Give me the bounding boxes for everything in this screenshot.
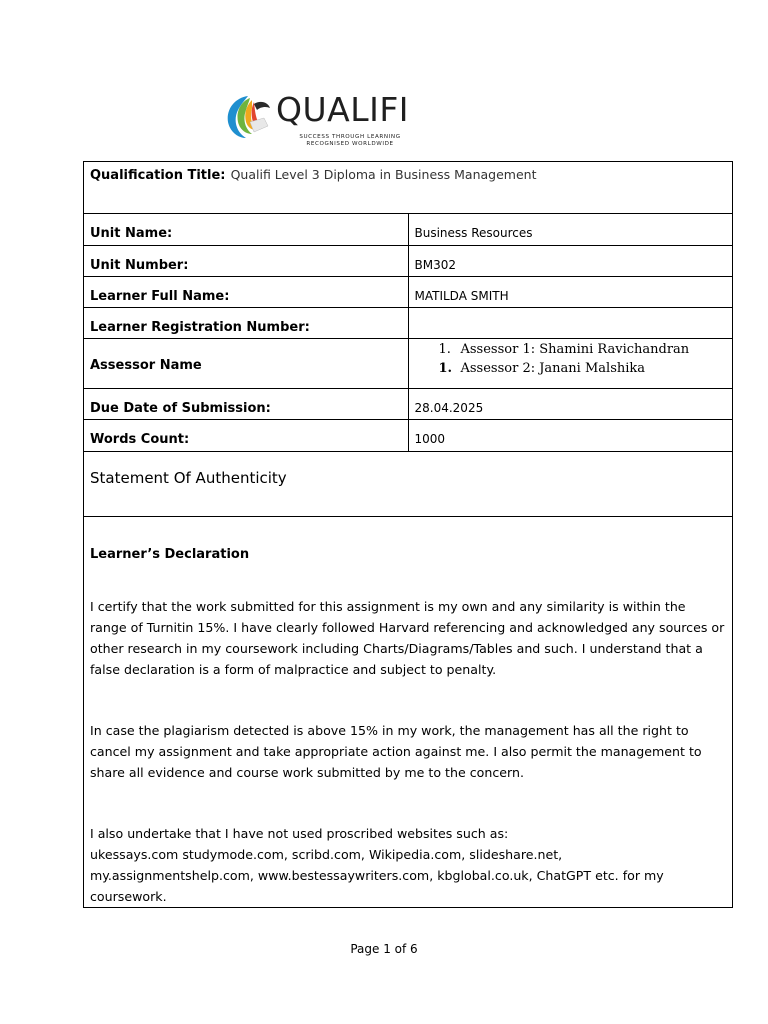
- due-date-label: Due Date of Submission:: [90, 401, 271, 416]
- due-date-value: 28.04.2025: [414, 401, 484, 415]
- declaration-paragraph-2: In case the plagiarism detected is above 15% in my work, the management has all the right to cancel my assignment and take appropriate action against me. I also permit the management to share all evidence and course work submitted by me to the concern.: [90, 723, 702, 780]
- assessor-label: Assessor Name: [90, 358, 202, 373]
- qualification-value: Qualifi Level 3 Diploma in Business Management: [230, 167, 537, 182]
- unit-name-row: [84, 214, 733, 246]
- registration-row: [84, 308, 733, 339]
- learner-name-label: Learner Full Name:: [90, 289, 230, 304]
- qualifi-logo: [224, 90, 434, 152]
- logo-wordmark: QUALIFI: [276, 90, 410, 129]
- learner-name-value: MATILDA SMITH: [414, 289, 509, 303]
- declaration-paragraph-3-line-2: ukessays.com studymode.com, scribd.com, Wikipedia.com, slideshare.net, my.assignmentshelp.com, www.bestessaywriters.com, kbglobal.co.uk, ChatGPT etc. for my coursework.: [90, 847, 664, 904]
- words-count-value: 1000: [414, 432, 446, 446]
- logo-tagline: [284, 134, 416, 148]
- qualifi-emblem-icon: [224, 92, 272, 142]
- assessor-item: 1. Assessor 2: Janani Malshika: [438, 361, 646, 376]
- declaration-row: [84, 517, 733, 908]
- unit-number-label: Unit Number:: [90, 258, 189, 273]
- assessor-item: 1. Assessor 1: Shamini Ravichandran: [438, 342, 690, 357]
- assessor-row: [84, 339, 733, 389]
- authenticity-row: [84, 452, 733, 517]
- qualification-row: [84, 162, 733, 214]
- words-count-label: Words Count:: [90, 432, 190, 447]
- unit-name-label: Unit Name:: [90, 226, 173, 241]
- declaration-heading: Learner’s Declaration: [90, 547, 250, 562]
- due-date-row: [84, 389, 733, 420]
- page-number: Page 1 of 6: [350, 942, 418, 956]
- declaration-paragraph-3: [90, 823, 726, 907]
- logo-tagline-line-1: SUCCESS THROUGH LEARNING: [299, 134, 401, 140]
- registration-label: Learner Registration Number:: [90, 320, 310, 335]
- declaration-paragraph-1: I certify that the work submitted for this assignment is my own and any similarity is within the range of Turnitin 15%. I have clearly followed Harvard referencing and acknowledged any sources or other research in my coursework including Charts/Diagrams/Tables and such. I understand that a false declaration is a form of malpractice and subject to penalty.: [90, 599, 725, 677]
- authenticity-title: Statement Of Authenticity: [90, 469, 287, 487]
- learner-name-row: [84, 277, 733, 308]
- assessor-list: [409, 340, 727, 378]
- unit-name-value: Business Resources: [414, 226, 533, 240]
- cover-sheet-table: [83, 161, 733, 908]
- declaration-paragraph-3-line-1: I also undertake that I have not used proscribed websites such as:: [90, 826, 509, 841]
- words-count-row: [84, 420, 733, 452]
- unit-number-value: BM302: [414, 258, 456, 272]
- logo-tagline-line-2: RECOGNISED WORLDWIDE: [306, 141, 394, 147]
- qualification-label: Qualification Title:: [90, 168, 226, 183]
- unit-number-row: [84, 246, 733, 277]
